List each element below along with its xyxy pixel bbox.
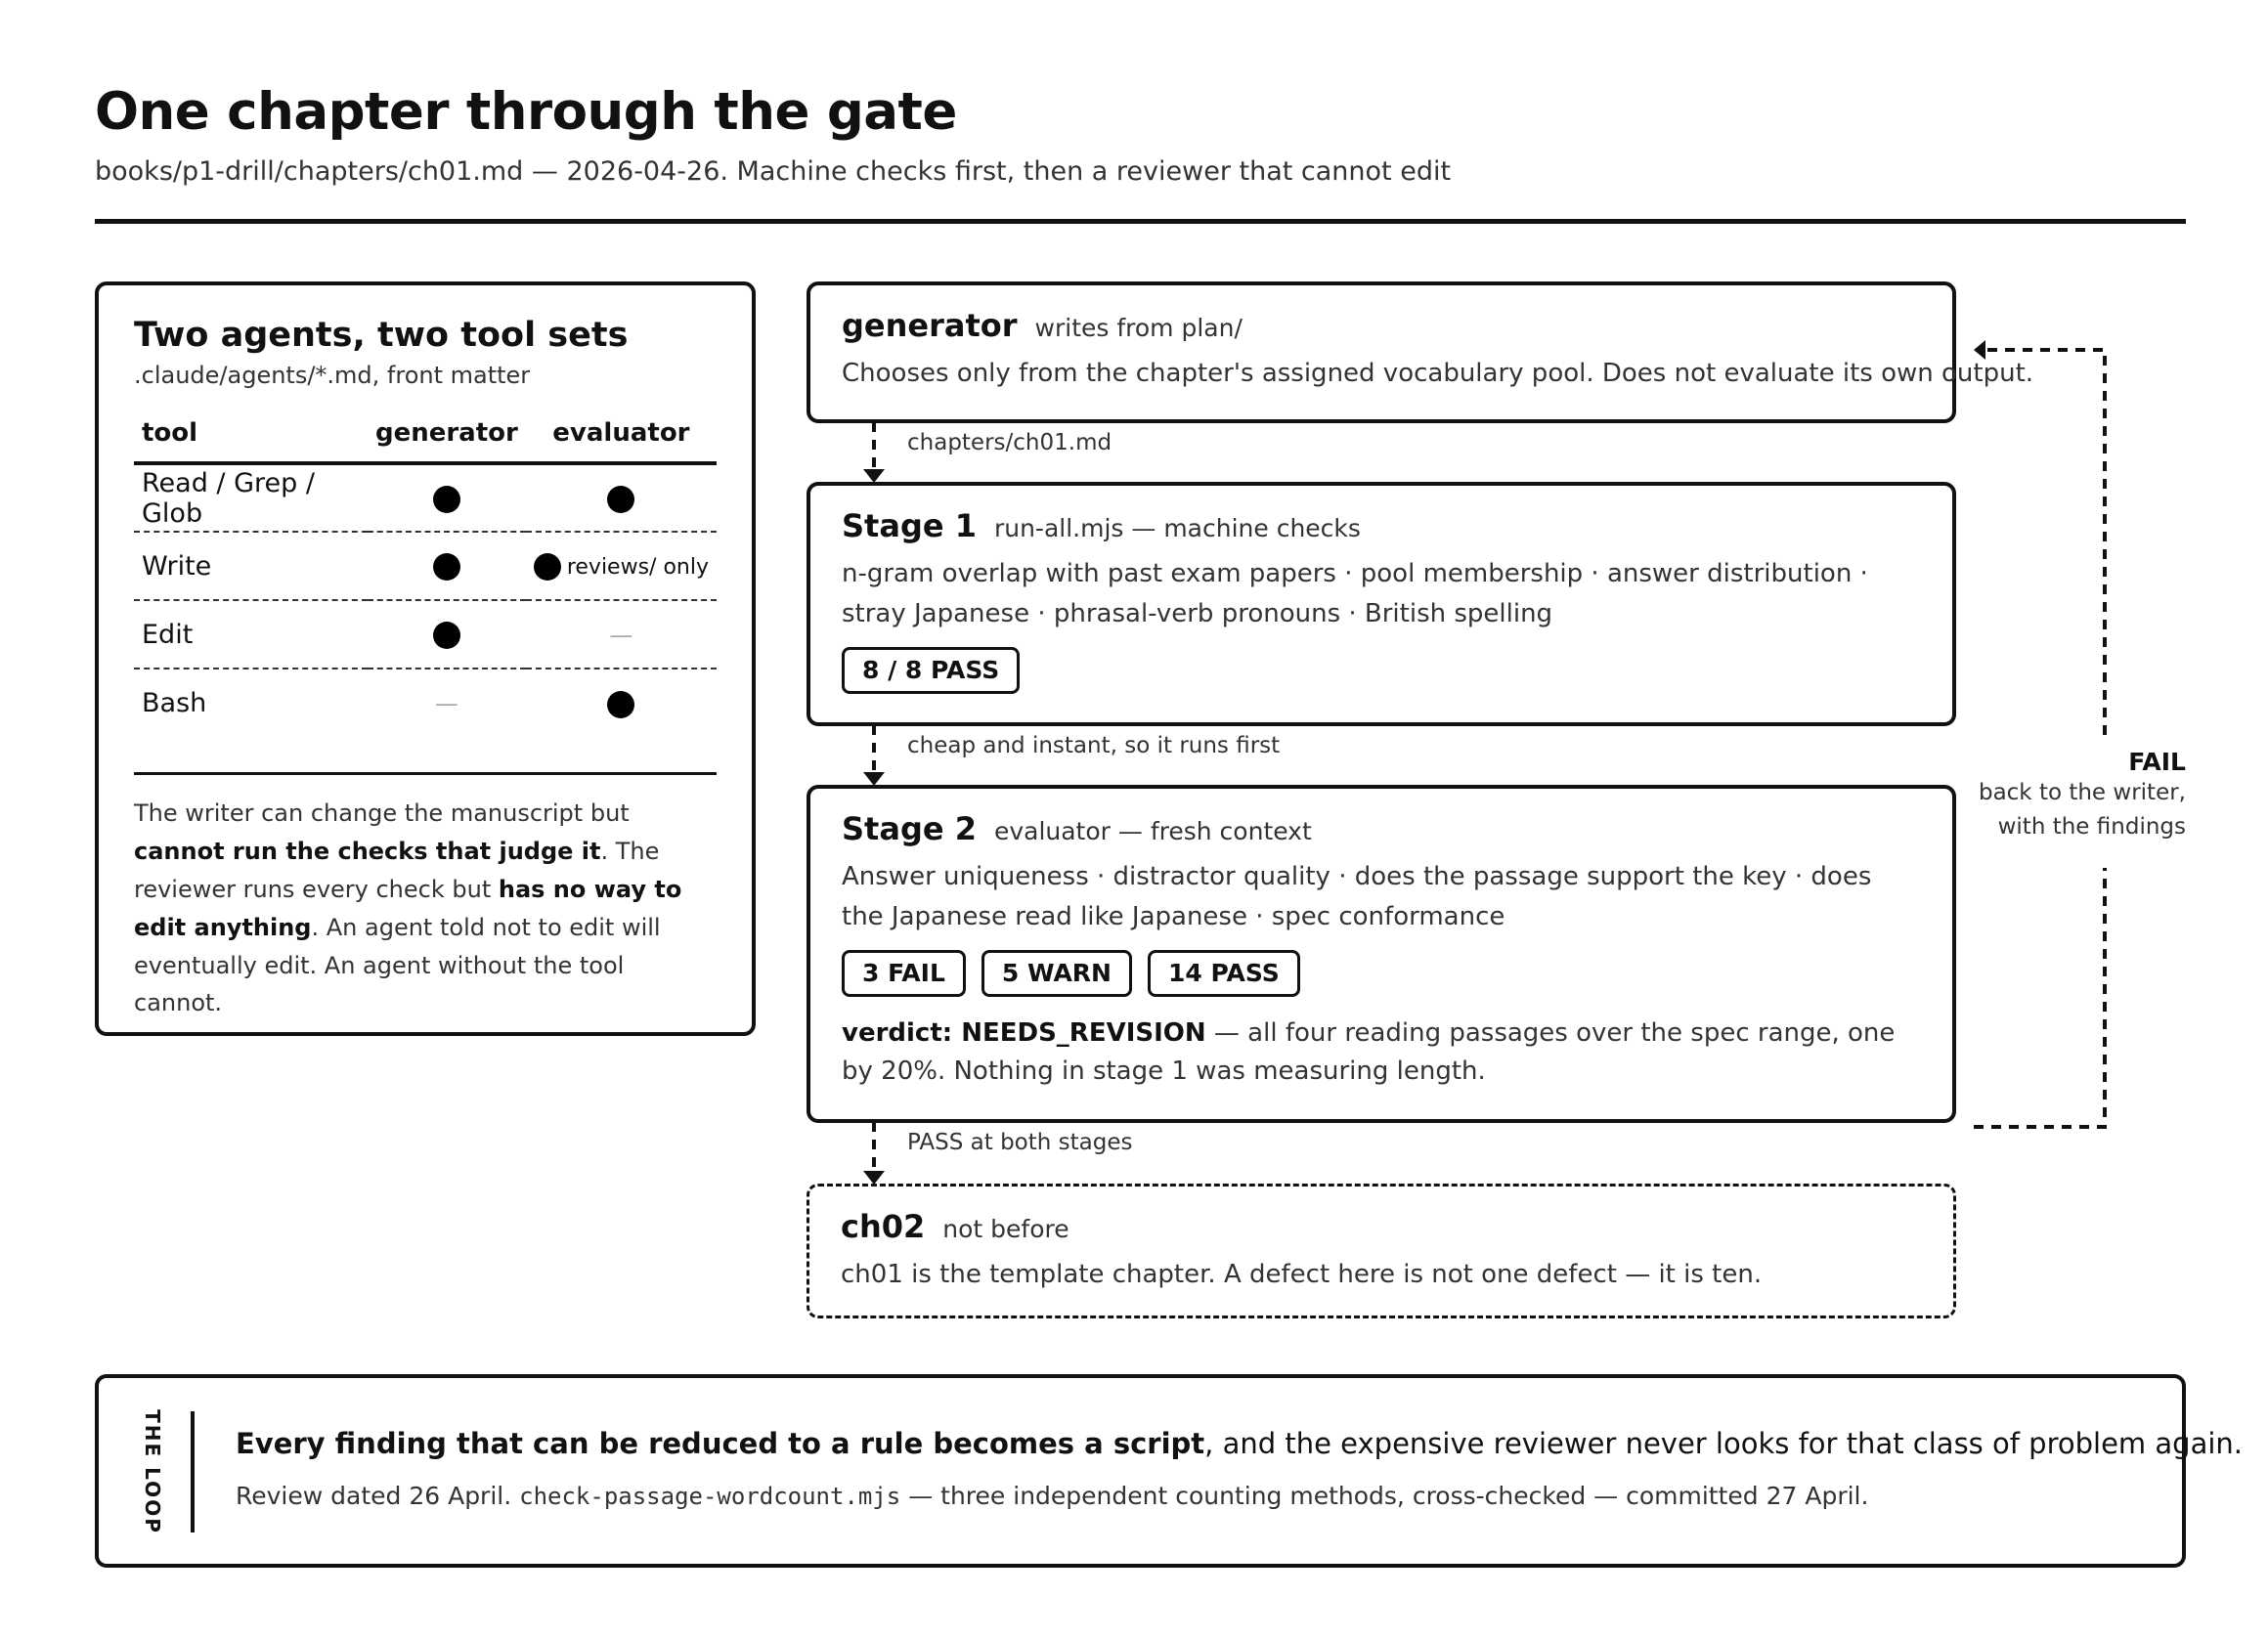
loop-label: THE LOOP [141,1409,165,1534]
not-allowed-dash: — [434,690,458,717]
page-subtitle: books/p1-drill/chapters/ch01.md — 2026-04-26. Machine checks first, then a reviewer that cannot edit [95,156,1452,188]
panel-subtitle: .claude/agents/*.md, front matter [134,362,531,389]
fail-loop-label [1979,748,2186,843]
fail-line-2: with the findings [1997,813,2186,840]
arrowhead-icon [863,772,885,786]
generator-tag: writes from plan/ [1034,314,1243,342]
tool-name: Read / Grep / Glob [134,463,368,532]
arrowhead-icon [863,1171,885,1185]
ch02-name: ch02 [841,1208,926,1245]
tool-name: Edit [134,600,368,669]
stage2-results [842,950,1921,997]
panel-title: Two agents, two tool sets [134,316,629,355]
arrow-label-pass: PASS at both stages [907,1130,1133,1155]
loop-callout [95,1374,2243,1568]
result-badge-fail: 3 FAIL [842,950,966,997]
stage1-checks: n-gram overlap with past exam papers · pool membership · answer distribution · stray Japanese · phrasal-verb pronouns · British spelling [842,559,1868,628]
loop-divider [191,1411,195,1532]
stage2-name: Stage 2 [842,810,977,847]
fail-title: FAIL [2128,748,2186,776]
result-badge-pass: 14 PASS [1148,950,1300,997]
column-header-generator: generator [368,418,526,463]
arrow-label-output: chapters/ch01.md [907,430,1112,455]
loop-detail: Review dated 26 April. check-passage-wordcount.mjs — three independent counting methods, cross-checked — committed 27 April. [236,1482,1869,1510]
page-title: One chapter through the gate [95,82,957,142]
loop-statement: Every finding that can be reduced to a rule becomes a script, and the expensive reviewer never looks for that class of problem again. [236,1427,2243,1460]
not-allowed-dash: — [609,621,633,649]
script-filename: check-passage-wordcount.mjs [519,1483,901,1510]
result-badge-pass: 8 / 8 PASS [842,647,1020,694]
stage1-tag: run-all.mjs — machine checks [993,514,1361,542]
tool-name: Write [134,532,368,600]
arrowhead-icon [1974,340,1985,360]
fail-line-1: back to the writer, [1978,780,2186,805]
stage2-checks: Answer uniqueness · distractor quality · does the passage support the key · does the Japanese read like Japanese · spec conformance [842,862,1872,931]
column-header-tool: tool [134,418,368,463]
fail-loop-upper [1984,350,2105,735]
ch02-tag: not before [942,1215,1069,1243]
ch02-description: ch01 is the template chapter. A defect here is not one defect — it is ten. [841,1260,1763,1290]
stage2-verdict: verdict: NEEDS_REVISION — all four reading passages over the spec range, one by 20%. Nothing in stage 1 was measuring length. [842,1017,1896,1086]
fail-loop-lower [1974,868,2105,1127]
stage2-tag: evaluator — fresh context [993,817,1312,845]
panel-description: The writer can change the manuscript but cannot run the checks that judge it. The reviewer runs every check but has no way to edit anything. An agent told not to edit will eventually edit. An agent without the tool cannot. [134,799,682,1017]
ch02-box [807,1184,1956,1318]
stage2-box [807,785,1956,1123]
tool-name: Bash [142,688,207,718]
generator-description: Chooses only from the chapter's assigned vocabulary pool. Does not evaluate its own output. [842,359,2034,389]
column-header-evaluator: evaluator [526,418,717,463]
arrow-label-order: cheap and instant, so it runs first [907,733,1281,758]
stage1-box [807,482,1956,726]
stage1-name: Stage 1 [842,507,977,544]
generator-name: generator [842,307,1018,344]
arrowhead-icon [863,469,885,483]
generator-box [807,281,2034,423]
stage1-results [842,647,1921,694]
result-badge-warn: 5 WARN [981,950,1132,997]
evaluator-write-note: reviews/ only [566,554,709,580]
